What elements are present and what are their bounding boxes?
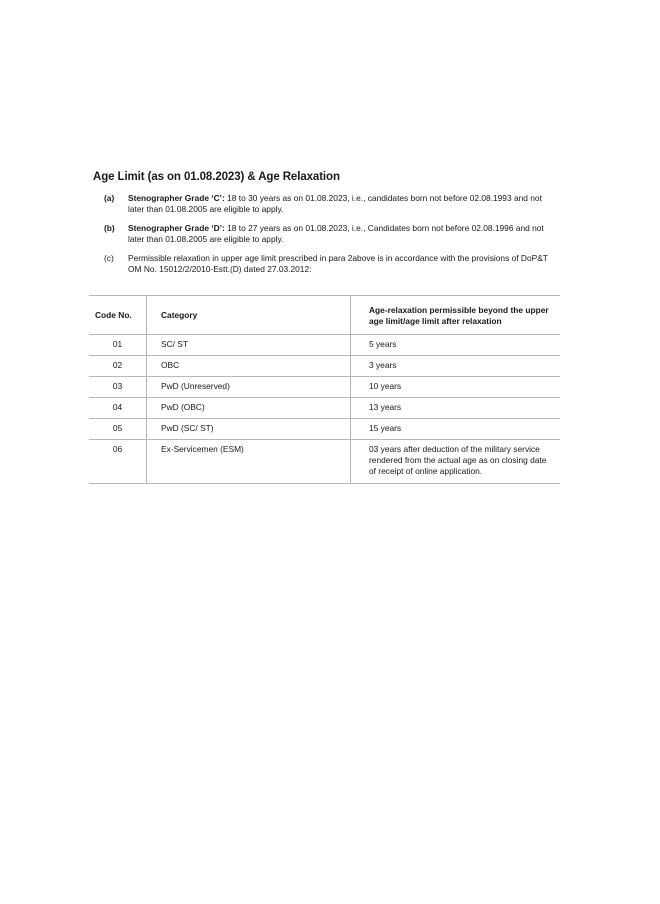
cell-relaxation: 10 years — [351, 377, 561, 398]
clause-text: 18 to 27 years as on 01.08.2023, i.e., Candidates born not before 02.08.1996 and not later than 01.08.2005 are eligible to apply. — [128, 223, 544, 244]
cell-category: PwD (OBC) — [147, 398, 351, 419]
clause-lead: Stenographer Grade ‘D’: — [128, 223, 225, 233]
cell-category: PwD (SC/ ST) — [147, 419, 351, 440]
clause-c — [93, 253, 561, 275]
cell-code: 05 — [89, 419, 147, 440]
cell-relaxation: 5 years — [351, 335, 561, 356]
clause-a — [93, 193, 561, 215]
table-row — [89, 335, 560, 356]
clause-body — [128, 193, 561, 215]
clause-body — [128, 223, 561, 245]
cell-category: PwD (Unreserved) — [147, 377, 351, 398]
cell-relaxation: 15 years — [351, 419, 561, 440]
table-row — [89, 398, 560, 419]
cell-relaxation: 03 years after deduction of the military service rendered from the actual age as on closing date of receipt of online application. — [351, 440, 561, 484]
header-code: Code No. — [89, 296, 147, 335]
clause-body: Permissible relaxation in upper age limit prescribed in para 2above is in accordance with the provisions of DoP&T OM No. 15012/2/2010-Estt.(D) dated 27.03.2012: — [128, 253, 548, 274]
cell-code: 02 — [89, 356, 147, 377]
clause-marker: (c) — [104, 253, 114, 263]
clause-lead: Stenographer Grade ‘C’: — [128, 193, 225, 203]
clause-marker: (b) — [104, 223, 115, 233]
table-row — [89, 356, 560, 377]
header-category: Category — [147, 296, 351, 335]
header-relaxation: Age-relaxation permissible beyond the upper age limit/age limit after relaxation — [351, 296, 561, 335]
cell-code: 01 — [89, 335, 147, 356]
cell-category: OBC — [147, 356, 351, 377]
cell-category: SC/ ST — [147, 335, 351, 356]
table-row — [89, 419, 560, 440]
table-header-row — [89, 296, 560, 335]
cell-relaxation: 13 years — [351, 398, 561, 419]
cell-code: 04 — [89, 398, 147, 419]
section-heading: Age Limit (as on 01.08.2023) & Age Relaxation — [93, 171, 340, 183]
cell-code: 03 — [89, 377, 147, 398]
cell-category: Ex-Servicemen (ESM) — [147, 440, 351, 484]
clause-b — [93, 223, 561, 245]
clause-marker: (a) — [104, 193, 115, 203]
age-limit-section — [93, 171, 561, 283]
age-relaxation-table — [89, 295, 560, 484]
clause-text: 18 to 30 years as on 01.08.2023, i.e., candidates born not before 02.08.1993 and not later than 01.08.2005 are eligible to apply. — [128, 193, 542, 214]
table-row — [89, 377, 560, 398]
cell-code: 06 — [89, 440, 147, 484]
cell-relaxation: 3 years — [351, 356, 561, 377]
table-row — [89, 440, 560, 484]
